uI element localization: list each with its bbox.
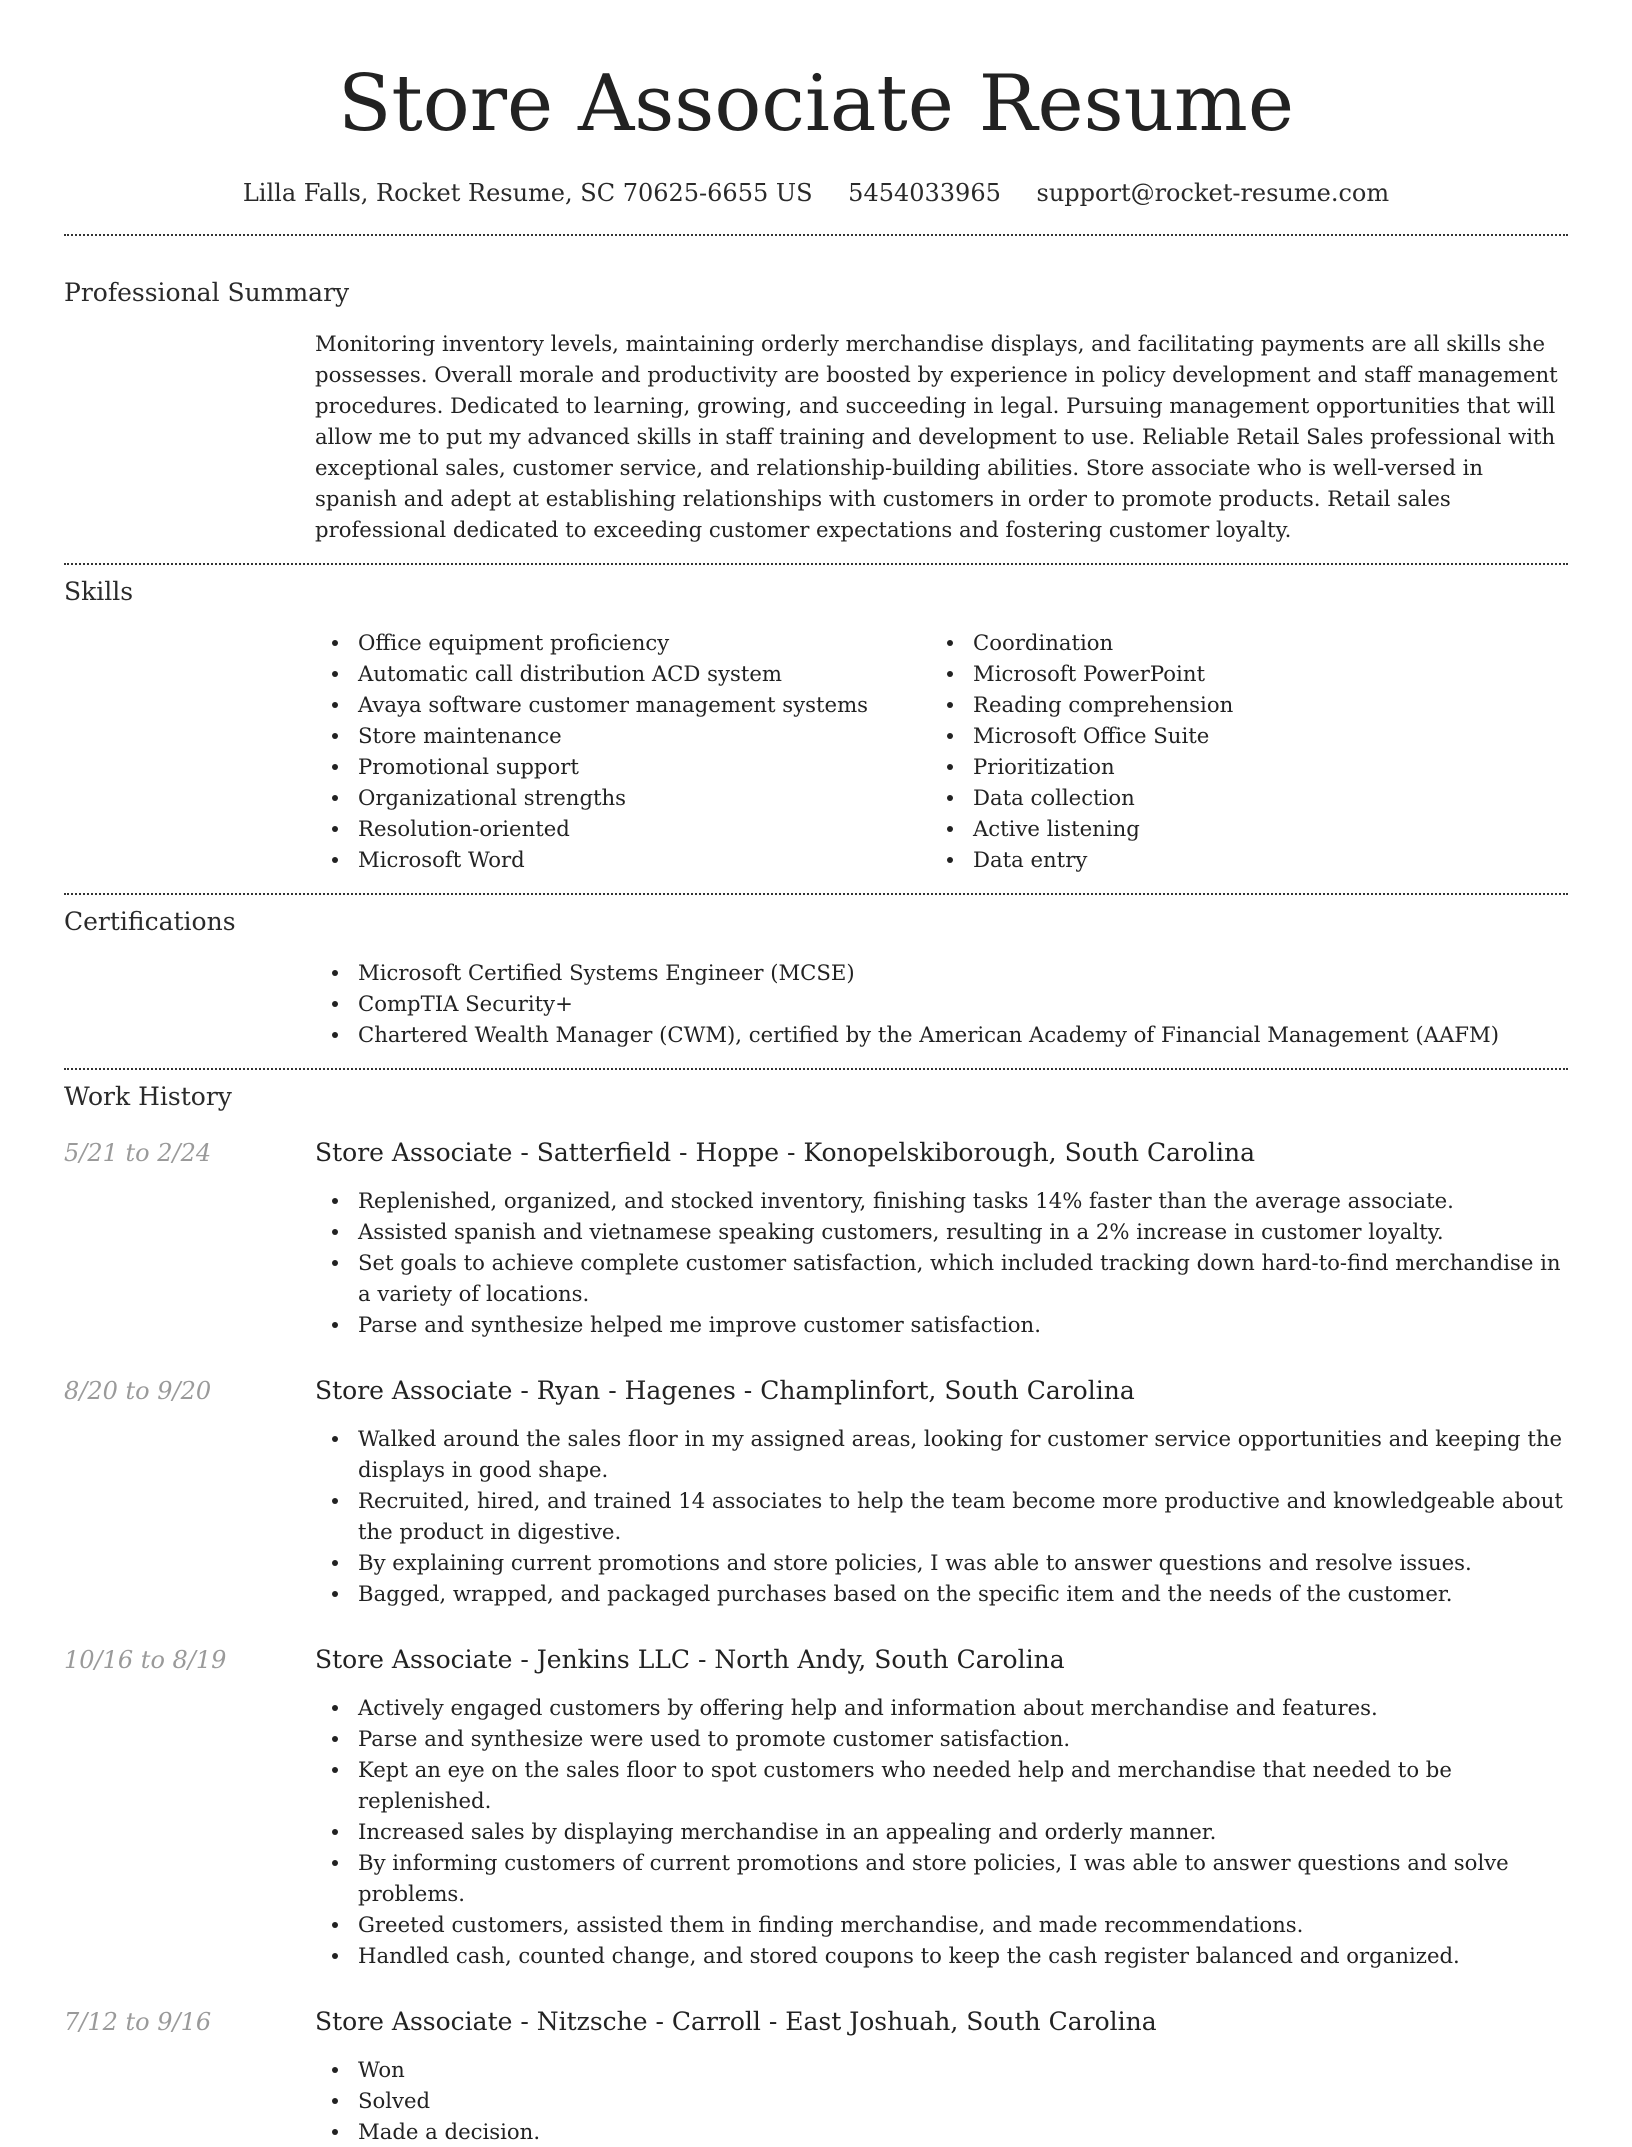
- list-item: Microsoft Certified Systems Engineer (MCSE): [315, 957, 1568, 988]
- list-item: Actively engaged customers by offering help and information about merchandise and features.: [315, 1692, 1568, 1723]
- list-item: Microsoft PowerPoint: [930, 658, 1545, 689]
- list-item: Recruited, hired, and trained 14 associates to help the team become more productive and knowledgeable about the product in digestive.: [315, 1485, 1568, 1547]
- job-bullets: [315, 1692, 1568, 1971]
- summary-heading: Professional Summary: [64, 278, 350, 307]
- list-item: CompTIA Security+: [315, 988, 1568, 1019]
- job-main: [315, 1643, 1568, 1971]
- list-item: Made a decision.: [315, 2116, 1568, 2147]
- list-item: Resolution-oriented: [315, 813, 930, 844]
- certifications-list: [315, 957, 1568, 1050]
- list-item: Kept an eye on the sales floor to spot customers who needed help and merchandise that needed to be replenished.: [315, 1754, 1568, 1816]
- skills-list-left: [315, 627, 930, 875]
- list-item: Office equipment proficiency: [315, 627, 930, 658]
- list-item: Organizational strengths: [315, 782, 930, 813]
- divider: [64, 1068, 1568, 1070]
- list-item: Microsoft Word: [315, 844, 930, 875]
- summary-section: [64, 276, 1568, 545]
- list-item: Microsoft Office Suite: [930, 720, 1545, 751]
- job-main: [315, 1374, 1568, 1609]
- job-entry: [64, 1643, 1568, 1971]
- list-item: Solved: [315, 2085, 1568, 2116]
- work-history-heading: Work History: [64, 1082, 232, 1111]
- skills-heading: Skills: [64, 577, 134, 606]
- list-item: Coordination: [930, 627, 1545, 658]
- job-title: Store Associate - Nitzsche - Carroll - East Joshuah, South Carolina: [315, 2007, 1157, 2036]
- job-title: Store Associate - Satterfield - Hoppe - Konopelskiborough, South Carolina: [315, 1138, 1255, 1167]
- list-item: Set goals to achieve complete customer satisfaction, which included tracking down hard-to-find merchandise in a variety of locations.: [315, 1247, 1568, 1309]
- contact-email[interactable]: support@rocket-resume.com: [1036, 179, 1390, 207]
- list-item: Walked around the sales floor in my assigned areas, looking for customer service opportunities and keeping the displays in good shape.: [315, 1423, 1568, 1485]
- list-item: Parse and synthesize helped me improve customer satisfaction.: [315, 1309, 1568, 1340]
- job-title: Store Associate - Ryan - Hagenes - Champlinfort, South Carolina: [315, 1376, 1135, 1405]
- list-item: Avaya software customer management systems: [315, 689, 930, 720]
- list-item: Chartered Wealth Manager (CWM), certified by the American Academy of Financial Management (AAFM): [315, 1019, 1568, 1050]
- resume-title: Store Associate Resume: [337, 59, 1295, 149]
- job-main: [315, 1136, 1568, 1340]
- job-bullets: [315, 1185, 1568, 1340]
- certifications-body: [315, 957, 1568, 1050]
- list-item: Data collection: [930, 782, 1545, 813]
- skills-section: [64, 575, 1568, 875]
- job-title: Store Associate - Jenkins LLC - North Andy, South Carolina: [315, 1645, 1065, 1674]
- certifications-section: [64, 905, 1568, 1050]
- job-entry: [64, 1136, 1568, 1340]
- summary-text: Monitoring inventory levels, maintaining orderly merchandise displays, and facilitating payments are all skills she possesses. Overall morale and productivity are boosted by experience in policy development and staff management procedures. Dedicated to learning, growing, and succeeding in legal. Pursuing management opportunities that will allow me to put my advanced skills in staff training and development to use. Reliable Retail Sales professional with exceptional sales, customer service, and relationship-building abilities. Store associate who is well-versed in spanish and adept at establishing relationships with customers in order to promote products. Retail sales professional dedicated to exceeding customer expectations and fostering customer loyalty.: [315, 331, 1558, 542]
- list-item: By explaining current promotions and store policies, I was able to answer questions and resolve issues.: [315, 1547, 1568, 1578]
- contact-phone: 5454033965: [848, 179, 1001, 207]
- list-item: Bagged, wrapped, and packaged purchases based on the specific item and the needs of the customer.: [315, 1578, 1568, 1609]
- list-item: Promotional support: [315, 751, 930, 782]
- list-item: By informing customers of current promotions and store policies, I was able to answer questions and solve problems.: [315, 1847, 1568, 1909]
- list-item: Active listening: [930, 813, 1545, 844]
- job-entry: [64, 2005, 1568, 2147]
- resume-page: [64, 0, 1568, 2147]
- list-item: Greeted customers, assisted them in finding merchandise, and made recommendations.: [315, 1909, 1568, 1940]
- list-item: Won: [315, 2054, 1568, 2085]
- job-dates: 5/21 to 2/24: [64, 1139, 212, 1167]
- job-dates: 7/12 to 9/16: [64, 2008, 212, 2036]
- list-item: Parse and synthesize were used to promote customer satisfaction.: [315, 1723, 1568, 1754]
- job-bullets: [315, 2054, 1568, 2147]
- job-dates: 8/20 to 9/20: [64, 1377, 212, 1405]
- job-entry: [64, 1374, 1568, 1609]
- divider: [64, 234, 1568, 236]
- job-bullets: [315, 1423, 1568, 1609]
- skills-list-right: [930, 627, 1545, 875]
- certifications-heading: Certifications: [64, 907, 236, 936]
- job-main: [315, 2005, 1568, 2147]
- work-history-section: [64, 1080, 1568, 2147]
- list-item: Store maintenance: [315, 720, 930, 751]
- divider: [64, 893, 1568, 895]
- list-item: Replenished, organized, and stocked inventory, finishing tasks 14% faster than the average associate.: [315, 1185, 1568, 1216]
- list-item: Handled cash, counted change, and stored coupons to keep the cash register balanced and organized.: [315, 1940, 1568, 1971]
- list-item: Automatic call distribution ACD system: [315, 658, 930, 689]
- list-item: Increased sales by displaying merchandise in an appealing and orderly manner.: [315, 1816, 1568, 1847]
- list-item: Prioritization: [930, 751, 1545, 782]
- divider: [64, 563, 1568, 565]
- list-item: Assisted spanish and vietnamese speaking customers, resulting in a 2% increase in customer loyalty.: [315, 1216, 1568, 1247]
- list-item: Reading comprehension: [930, 689, 1545, 720]
- contact-line: [64, 174, 1568, 212]
- list-item: Data entry: [930, 844, 1545, 875]
- contact-address: Lilla Falls, Rocket Resume, SC 70625-6655 US: [242, 179, 813, 207]
- job-dates: 10/16 to 8/19: [64, 1646, 227, 1674]
- skills-grid: [315, 627, 1568, 875]
